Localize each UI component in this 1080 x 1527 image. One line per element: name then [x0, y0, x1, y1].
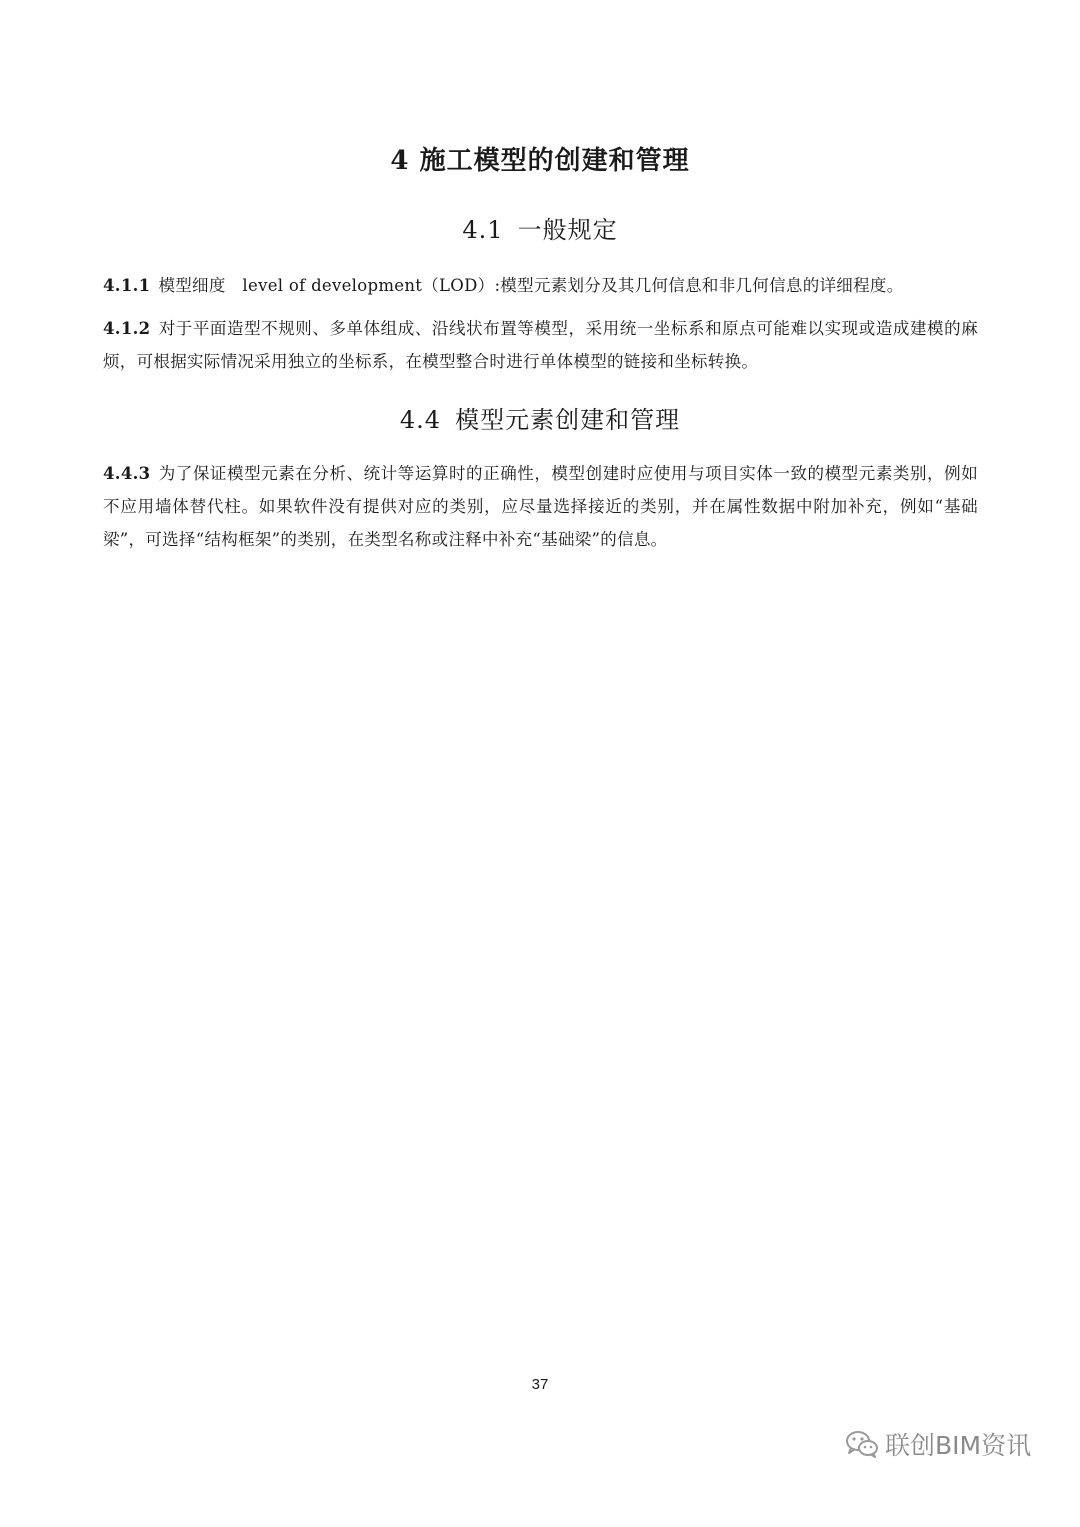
clause-text: 对于平面造型不规则、多单体组成、沿线状布置等模型，采用统一坐标系和原点可能难以实现或造成建模的麻烦，可根据实际情况采用独立的坐标系，在模型整合时进行单体模型的链接和坐标转换。	[103, 319, 978, 371]
chapter-title-text: 施工模型的创建和管理	[419, 146, 690, 176]
clause-number: 4.4.3	[103, 464, 151, 483]
chapter-number: 4	[390, 146, 410, 176]
section-title-text: 一般规定	[517, 216, 618, 244]
watermark-text: 联创BIM资讯	[885, 1431, 1032, 1460]
clause-number: 4.1.1	[103, 276, 151, 295]
clause-text: 为了保证模型元素在分析、统计等运算时的正确性，模型创建时应使用与项目实体一致的模型元素类别，例如不应用墙体替代柱。如果软件没有提供对应的类别，应尽量选择接近的类别，并在属性数据中附加补充，例如“基础梁”，可选择“结构框架”的类别，在类型名称或注释中补充“基础梁”的信息。	[103, 464, 978, 549]
section-title-4-1	[0, 210, 1080, 245]
clause-number: 4.1.2	[103, 319, 151, 338]
chapter-title	[0, 140, 1080, 177]
page-number: 37	[531, 1376, 549, 1393]
clause-4-1-1	[103, 269, 978, 302]
wechat-icon	[845, 1429, 879, 1459]
section-number: 4.4	[399, 406, 442, 434]
watermark	[845, 1426, 1031, 1462]
section-number: 4.1	[462, 216, 504, 244]
clause-text: 模型细度 level of development（LOD）:模型元素划分及其几何信息和非几何信息的详细程度。	[158, 276, 904, 295]
clause-4-1-2	[103, 312, 978, 378]
clause-4-4-3	[103, 457, 978, 556]
section-title-4-4	[0, 400, 1080, 435]
section-title-text: 模型元素创建和管理	[455, 406, 681, 434]
